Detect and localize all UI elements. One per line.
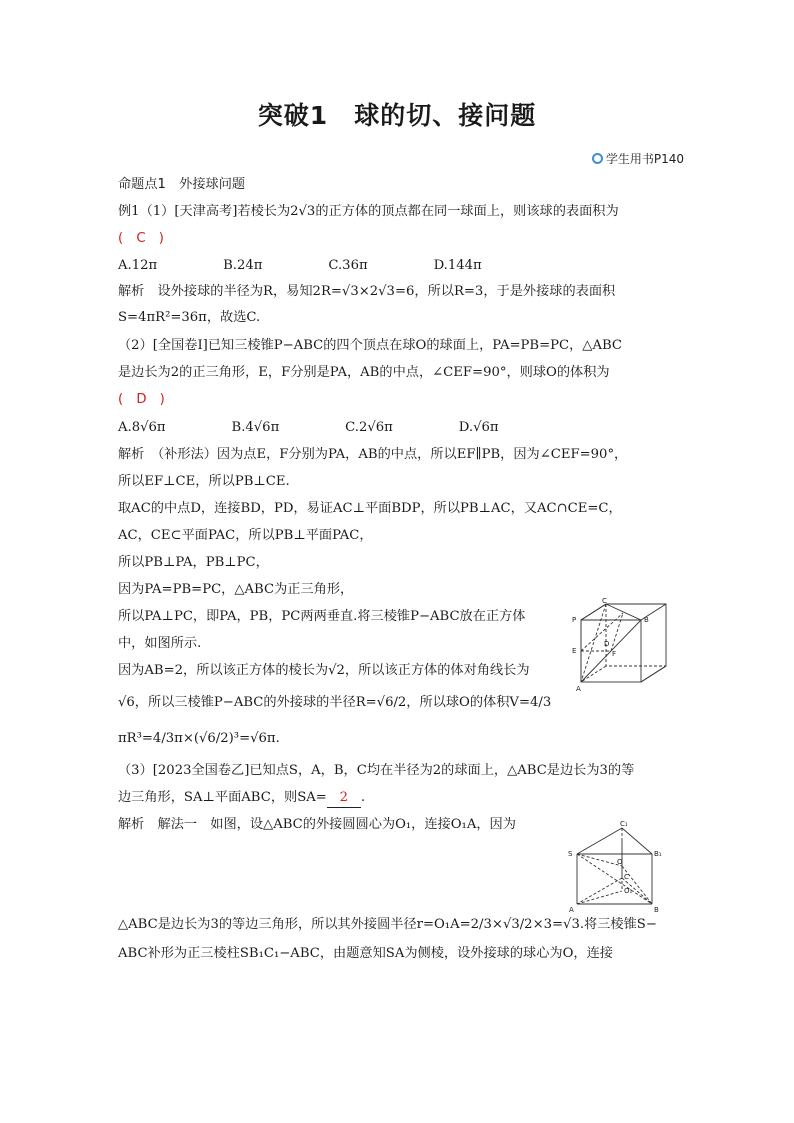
text-line [118, 309, 260, 327]
text-line [118, 581, 353, 599]
page-title: 突破1 球的切、接问题 [257, 101, 537, 130]
text-line [118, 916, 657, 934]
text-line [118, 554, 269, 572]
text-line-content: （3）[2023全国卷乙]已知点S，A，B，C均在半径为2的球面上，△ABC是边长为3的等 [118, 763, 635, 778]
text-line [118, 337, 622, 355]
text-line-content: 所以PB⊥PA，PB⊥PC， [118, 555, 269, 570]
section-heading: 命题点1 外接球问题 [118, 177, 246, 192]
textbook-reference [592, 150, 684, 167]
fig1-label-C: C [602, 598, 607, 605]
text-line-content: 所以EF⊥CE，所以PB⊥CE. [118, 474, 290, 489]
text-line [118, 762, 634, 780]
text-line [118, 945, 613, 963]
text-line [118, 473, 290, 491]
fig2-label-B1: B₁ [654, 850, 662, 858]
fill-in-answer-blank: 2 [327, 789, 361, 808]
text-line [118, 257, 482, 275]
text-line-content: 解析 （补形法）因为点E，F分别为PA，AB的中点，所以EF∥PB，因为∠CEF=90°， [118, 447, 628, 462]
fig1-label-B: B [644, 616, 649, 624]
text-line [118, 694, 551, 712]
text-line [118, 635, 201, 653]
text-line-content: △ABC是边长为3的等边三角形，所以其外接圆半径r=O₁A=2/3×√3/2×3=√3.将三棱锥S− [118, 917, 657, 932]
text-line-content: 边三角形，SA⊥平面ABC，则SA= [118, 790, 327, 805]
fig2-label-O: O [617, 858, 623, 866]
answer-line [118, 391, 165, 409]
text-line [118, 730, 280, 748]
answer-choice: ( C ) [118, 231, 164, 246]
text-line-content: 例1（1）[天津高考]若棱长为2√3的正方体的顶点都在同一球面上，则该球的表面积为 [118, 204, 619, 219]
text-line-content: √6，所以三棱锥P−ABC的外接球的半径R=√6/2，所以球O的体积V=4/3 [118, 695, 552, 710]
text-line [118, 364, 610, 382]
text-line [118, 203, 619, 221]
fig2-label-O1: O₁ [624, 887, 633, 895]
text-line [118, 283, 615, 301]
text-line [118, 446, 627, 464]
text-line-content: 是边长为2的正三角形，E，F分别是PA，AB的中点，∠CEF=90°，则球O的体积为 [118, 365, 610, 380]
text-line [118, 500, 622, 518]
text-line-content: A.8√6π B.4√6π C.2√6π D.√6π [118, 420, 499, 435]
fig1-label-P: P [572, 616, 577, 624]
text-line-content: 因为PA=PB=PC，△ABC为正三角形， [118, 582, 354, 597]
text-line-content: S=4πR²=36π，故选C. [118, 310, 261, 325]
text-line: 边三角形，SA⊥平面ABC，则SA= 2 . [118, 789, 365, 808]
text-line-content: A.12π B.24π C.36π D.144π [118, 258, 482, 273]
text-line-content: ABC补形为正三棱柱SB₁C₁−ABC，由题意知SA为侧棱，设外接球的球心为O，连接 [118, 946, 613, 961]
fig2-label-S: S [568, 850, 573, 858]
text-line-content: 取AC的中点D，连接BD，PD，易证AC⊥平面BDP，所以PB⊥AC，又AC∩CE=C， [118, 501, 622, 516]
textbook-reference-label: 学生用书P140 [605, 152, 684, 166]
fig1-label-F: F [612, 650, 617, 658]
triangular-prism-figure [560, 816, 670, 916]
circle-bullet-icon [592, 153, 603, 164]
answer-choice: ( D ) [118, 392, 165, 407]
fig2-label-B: B [654, 906, 659, 914]
text-line [118, 816, 516, 834]
text-line [118, 608, 526, 626]
answer-line [118, 230, 164, 248]
text-line-content: （2）[全国卷Ⅰ]已知三棱锥P−ABC的四个顶点在球O的球面上，PA=PB=PC，△ABC [118, 338, 622, 353]
text-line [118, 527, 373, 545]
fig1-label-E: E [572, 647, 577, 655]
text-line-content: AC，CE⊂平面PAC，所以PB⊥平面PAC， [118, 528, 373, 543]
text-line-content: 所以PA⊥PC，即PA，PB，PC两两垂直.将三棱锥P−ABC放在正方体 [118, 609, 526, 624]
cube-tetrahedron-figure [568, 598, 688, 694]
fig2-label-C1: C₁ [620, 820, 628, 828]
text-line [118, 419, 499, 437]
fig1-label-D: D [604, 640, 610, 648]
fig2-label-C: C [624, 873, 629, 881]
fig2-label-A: A [569, 906, 574, 914]
text-line-content: πR³=4/3π×(√6/2)³=√6π. [118, 731, 280, 746]
text-line [118, 662, 530, 680]
text-line-content: 中，如图所示. [118, 636, 202, 651]
text-line-content: 解析 解法一 如图，设△ABC的外接圆圆心为O₁，连接O₁A，因为 [118, 817, 516, 832]
fig1-label-A: A [576, 685, 581, 693]
text-line-content: 解析 设外接球的半径为R，易知2R=√3×2√3=6，所以R=3，于是外接球的表面积 [118, 284, 616, 299]
text-line-content: 因为AB=2，所以该正方体的棱长为√2，所以该正方体的体对角线长为 [118, 663, 530, 678]
